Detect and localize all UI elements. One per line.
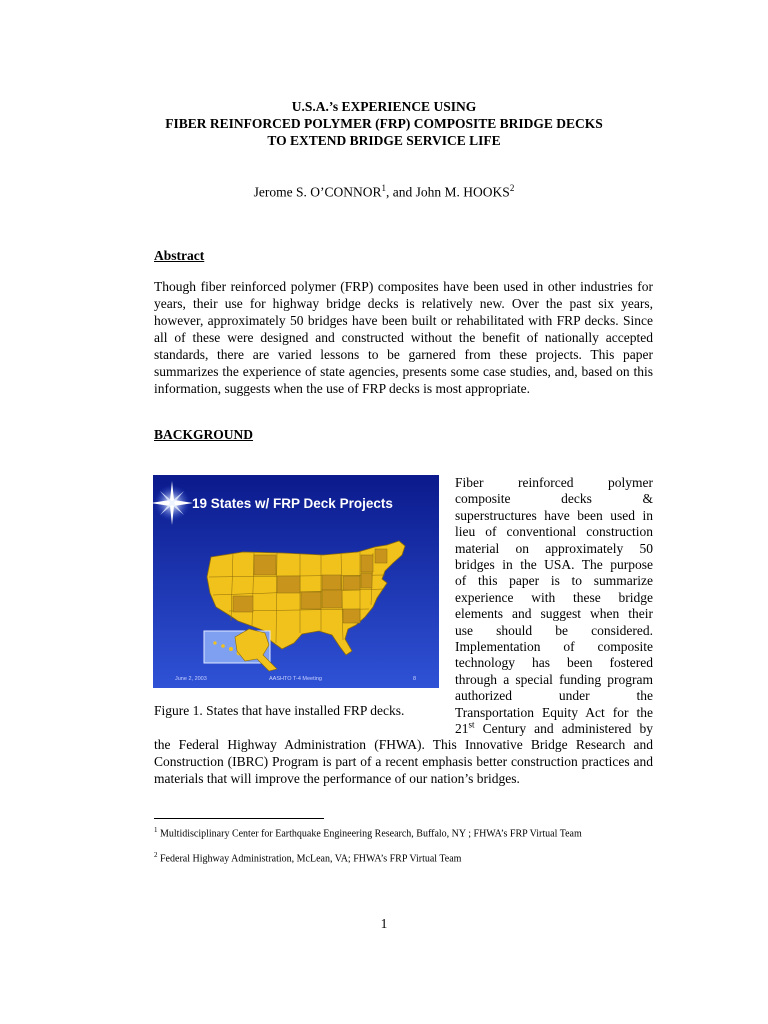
- abstract-body: Though fiber reinforced polymer (FRP) composites have been used in other industries for years, their use for highway bridge decks is relatively new. Over the past six years, however, approximately 50 bridges have been built or rehabilitated with FRP decks. Since all of these were designed and constructed without the benefit of nationally accepted standards, there are varied lessons to be garnered from these projects. This paper summarizes the experience of state agencies, presents some case studies, and, based on this information, suggests when the use of FRP decks is most appropriate.: [154, 279, 653, 396]
- author-2: John M. HOOKS: [415, 184, 510, 200]
- figure-1-slide-image: [153, 475, 439, 688]
- background-line: authorized under the: [455, 688, 653, 704]
- background-line: material on approximately 50: [455, 540, 653, 556]
- background-line: lieu of conventional construction: [455, 524, 653, 540]
- background-line: Fiber reinforced polymer: [455, 475, 653, 490]
- footnote-2: [154, 851, 461, 864]
- background-line: through a special funding program: [455, 671, 653, 687]
- slide-title: 19 States w/ FRP Deck Projects: [192, 496, 393, 511]
- century-rest: Century and administered by: [474, 721, 653, 737]
- author-line: [0, 183, 768, 201]
- title-line-3: TO EXTEND BRIDGE SERVICE LIFE: [267, 133, 501, 148]
- figure-1-caption: Figure 1. States that have installed FRP decks.: [154, 703, 405, 718]
- background-line: bridges in the USA. The purpose: [455, 557, 653, 573]
- background-line: elements and suggest when their: [455, 606, 653, 622]
- footnote-2-mark: 2: [154, 851, 158, 859]
- author-1: Jerome S. O’CONNOR: [253, 184, 382, 200]
- background-line: Implementation of composite: [455, 639, 653, 655]
- century-ordinal: st: [468, 719, 475, 730]
- abstract-heading: Abstract: [154, 248, 205, 263]
- background-line: experience with these bridge: [455, 589, 653, 605]
- author-separator: , and: [386, 184, 416, 200]
- author-1-footnote-mark: 1: [381, 183, 387, 193]
- author-2-footnote-mark: 2: [509, 183, 515, 193]
- slide-footer-date: June 2, 2003: [175, 676, 207, 682]
- footnote-1: [154, 826, 582, 839]
- background-line: technology has been fostered: [455, 655, 653, 671]
- footnote-divider: [154, 818, 324, 819]
- slide-footer-number: 8: [413, 676, 417, 682]
- footnote-1-mark: 1: [154, 826, 158, 834]
- footnote-2-text: Federal Highway Administration, McLean, VA; FHWA’s FRP Virtual Team: [160, 853, 462, 865]
- century-number: 21: [455, 721, 469, 737]
- title-line-2: FIBER REINFORCED POLYMER (FRP) COMPOSITE BRIDGE DECKS: [165, 116, 603, 131]
- background-line: use should be considered.: [455, 622, 653, 638]
- background-line: of this paper is to summarize: [455, 573, 653, 589]
- title-line-1: U.S.A.’s EXPERIENCE USING: [291, 99, 477, 114]
- background-column-text: [455, 475, 653, 738]
- background-line: composite decks &: [455, 491, 653, 507]
- background-continuation: the Federal Highway Administration (FHWA). This Innovative Bridge Research and Construction (IBRC) Program is part of a recent emphasis better construction practices and materials that will improve the performance of our nation’s bridges.: [154, 737, 653, 786]
- background-line: Transportation Equity Act for the: [455, 704, 653, 720]
- slide-footer-meeting: AASHTO T-4 Meeting: [269, 676, 322, 682]
- background-heading: BACKGROUND: [154, 427, 254, 442]
- footnote-1-text: Multidisciplinary Center for Earthquake Engineering Research, Buffalo, NY ; FHWA’s FRP Virtual Team: [160, 828, 582, 840]
- background-line: superstructures have been used in: [455, 507, 653, 523]
- frp-states-map-slide: [153, 475, 439, 688]
- page-number: 1: [380, 916, 388, 931]
- paper-title: [0, 98, 768, 149]
